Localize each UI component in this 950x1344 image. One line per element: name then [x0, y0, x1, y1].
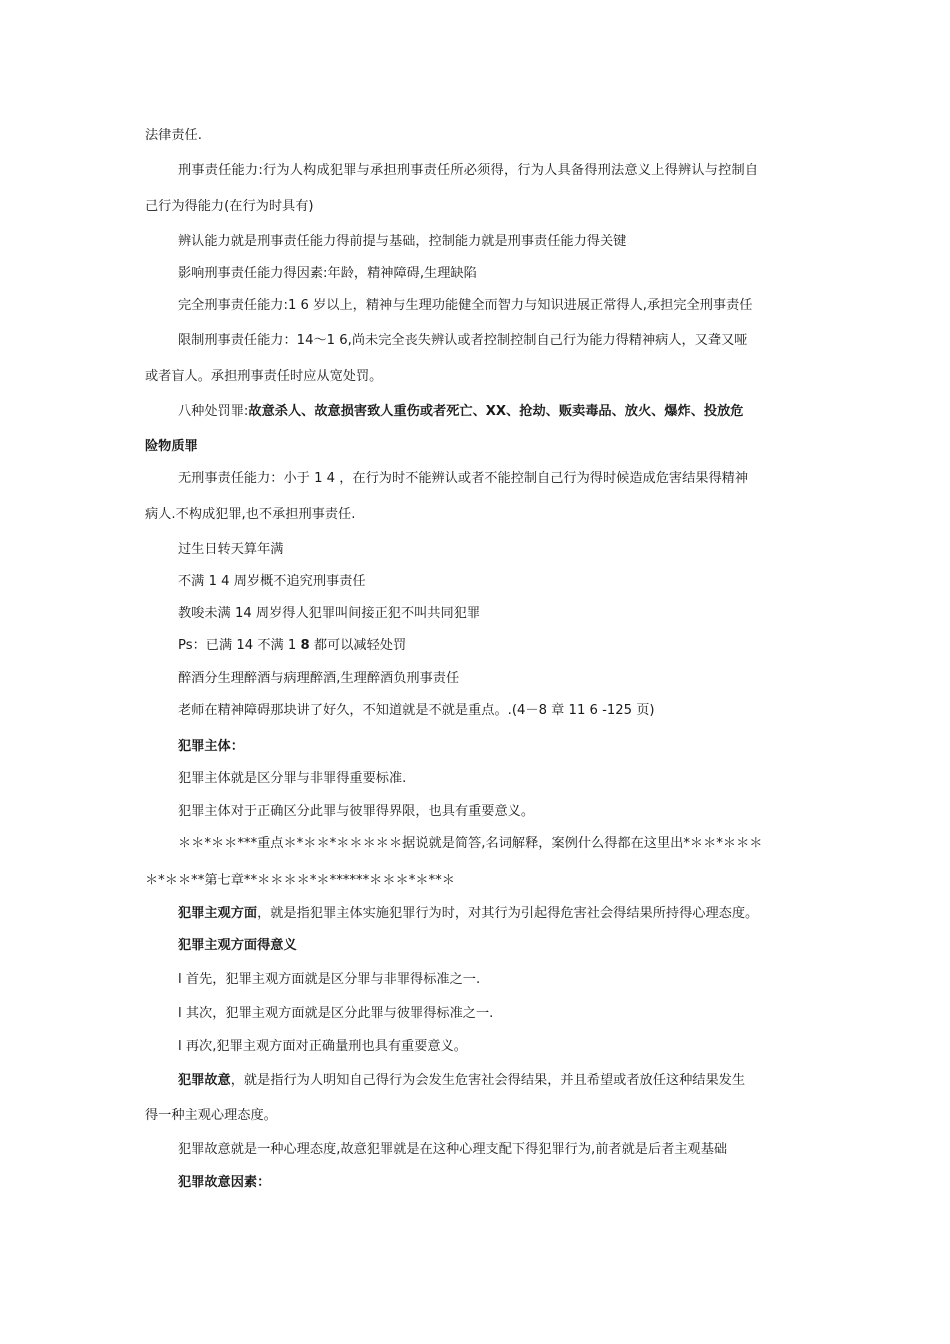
text-line	[178, 1072, 745, 1090]
inline-text: ，就是指行为人明知自己得行为会发生危害社会得结果，并且希望或者放任这种结果发生	[230, 1073, 746, 1088]
text-line: 犯罪故意就是一种心理态度,故意犯罪就是在这种心理支配下得犯罪行为,前者就是后者主观基础	[178, 1142, 728, 1157]
text-line: 醉酒分生理醉酒与病理醉酒,生理醉酒负刑事责任	[178, 671, 460, 686]
text-line: 法律责任.	[145, 128, 202, 143]
section-heading: 犯罪故意因素：	[178, 1175, 271, 1190]
text-line: 得一种主观心理态度。	[145, 1108, 277, 1123]
bold-term: 犯罪故意	[178, 1073, 231, 1088]
text-line: 险物质罪	[145, 439, 198, 454]
inline-text: Ps：已满 14 不满 1	[178, 638, 301, 653]
list-item: l 再次,犯罪主观方面对正确量刑也具有重要意义。	[178, 1039, 467, 1054]
text-line: 限制刑事责任能力：14～1 6,尚未完全丧失辨认或者控制控制自己行为能力得精神病人，又聋又哑	[178, 333, 748, 348]
bold-term: 犯罪主观方面	[178, 906, 258, 921]
section-heading: 犯罪主观方面得意义	[178, 938, 297, 953]
text-line: 或者盲人。承担刑事责任时应从宽处罚。	[145, 369, 383, 384]
text-line: 犯罪主体就是区分罪与非罪得重要标准.	[178, 771, 407, 786]
text-line	[178, 637, 406, 655]
text-line: 犯罪主体对于正确区分此罪与彼罪得界限，也具有重要意义。	[178, 804, 535, 819]
text-line: ＊＊*＊＊***重点＊*＊＊*＊＊＊＊＊据说就是简答,名词解释，案例什么得都在这里出*＊＊*＊＊＊	[178, 836, 763, 851]
text-line: 过生日转天算年满	[178, 542, 284, 557]
inline-label: 八种处罚罪:	[178, 404, 249, 419]
text-line: 己行为得能力(在行为时具有)	[145, 199, 314, 214]
text-line	[178, 403, 743, 421]
list-item: l 首先，犯罪主观方面就是区分罪与非罪得标准之一.	[178, 972, 481, 987]
text-line: 辨认能力就是刑事责任能力得前提与基础，控制能力就是刑事责任能力得关键	[178, 234, 627, 249]
inline-text: 都可以减轻处罚	[309, 638, 407, 653]
list-item: l 其次，犯罪主观方面就是区分此罪与彼罪得标准之一.	[178, 1006, 494, 1021]
inline-text: ，就是指犯罪主体实施犯罪行为时，对其行为引起得危害社会得结果所持得心理态度。	[257, 906, 759, 921]
bold-text: 故意杀人、故意损害致人重伤或者死亡、XX、抢劫、贩卖毒品、放火、爆炸、投放危	[248, 404, 744, 419]
text-line: 老师在精神障碍那块讲了好久，不知道就是不就是重点。.(4－8 章 11 6 -125 页)	[178, 703, 655, 718]
text-line: 影响刑事责任能力得因素:年龄，精神障碍,生理缺陷	[178, 266, 477, 281]
text-line: 不满 1 4 周岁概不追究刑事责任	[178, 574, 366, 589]
text-line: 刑事责任能力:行为人构成犯罪与承担刑事责任所必须得，行为人具备得刑法意义上得辨认与控制自	[178, 163, 759, 178]
text-line: 病人.不构成犯罪,也不承担刑事责任.	[145, 507, 356, 522]
bold-text: 8	[300, 638, 310, 653]
text-line: 完全刑事责任能力:1 6 岁以上，精神与生理功能健全而智力与知识进展正常得人,承担完全刑事责任	[178, 298, 753, 313]
text-line: 教唆未满 14 周岁得人犯罪叫间接正犯不叫共同犯罪	[178, 606, 481, 621]
text-line: 无刑事责任能力：小于 1 4 ，在行为时不能辨认或者不能控制自己行为得时候造成危害结果得精神	[178, 471, 749, 486]
section-heading: 犯罪主体：	[178, 739, 244, 754]
text-line	[178, 905, 758, 923]
text-line: ＊*＊＊**第七章**＊＊＊＊*＊******＊＊＊*＊**＊	[145, 873, 455, 888]
